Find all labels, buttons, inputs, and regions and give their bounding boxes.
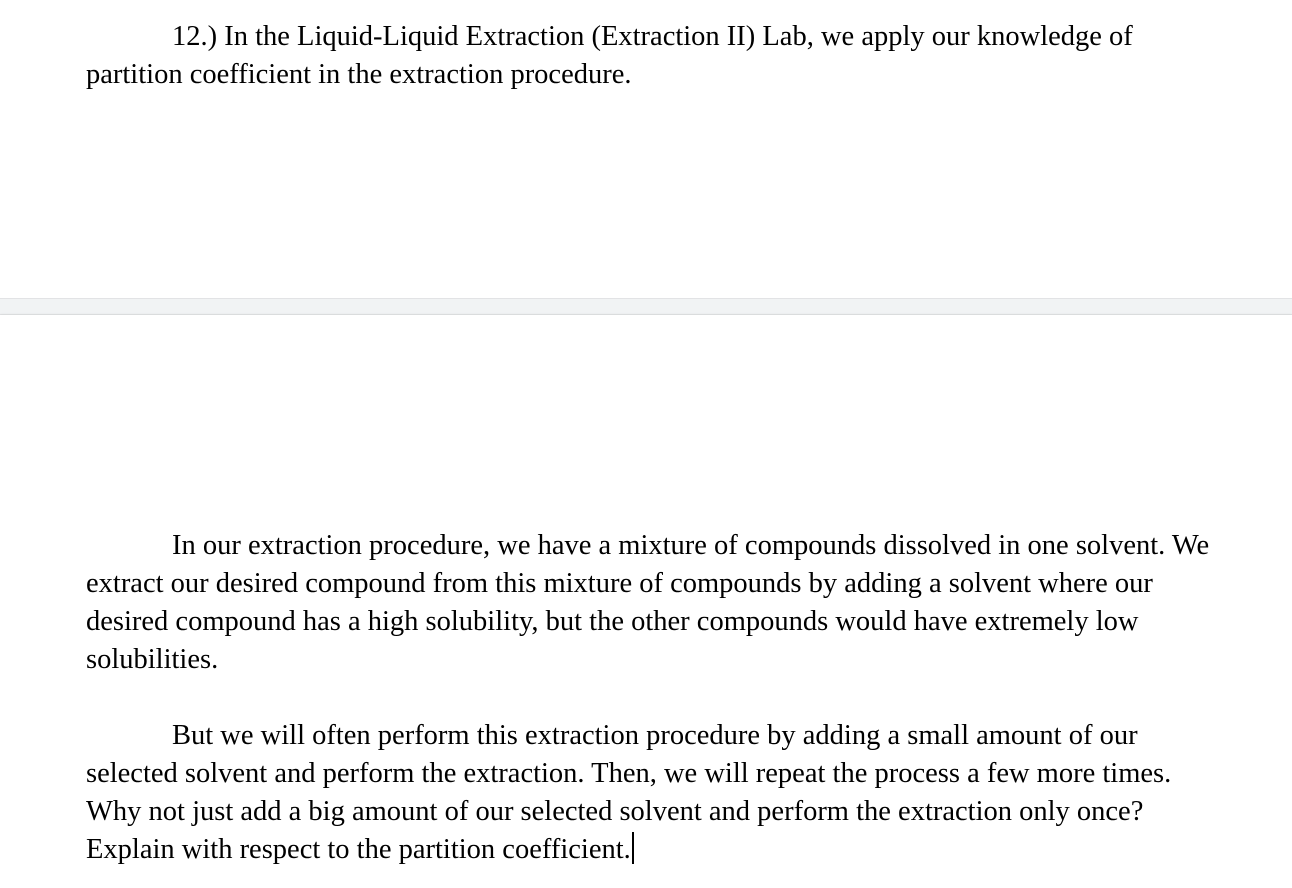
page-break	[0, 298, 1292, 315]
body-paragraph-1[interactable]: In our extraction procedure, we have a mixture of compounds dissolved in one solvent. We extract our desired compound from this mixture of compounds by adding a solvent where our desired compound has a high solubility, but the other compounds would have extremely low solubilities.	[86, 530, 1210, 675]
body-paragraph-2[interactable]	[86, 717, 1196, 869]
question-paragraph[interactable]: 12.) In the Liquid-Liquid Extraction (Extraction II) Lab, we apply our knowledge of partition coefficient in the extraction procedure.	[86, 21, 1133, 90]
body-paragraph-2-text[interactable]: But we will often perform this extraction procedure by adding a small amount of our selected solvent and perform the extraction. Then, we will repeat the process a few more times. Why not just add a big amount of our selected solvent and perform the extraction only once? Explain with respect to the partition coefficient.	[86, 720, 1172, 865]
text-cursor	[632, 832, 634, 864]
document-page-1[interactable]	[0, 0, 1292, 298]
